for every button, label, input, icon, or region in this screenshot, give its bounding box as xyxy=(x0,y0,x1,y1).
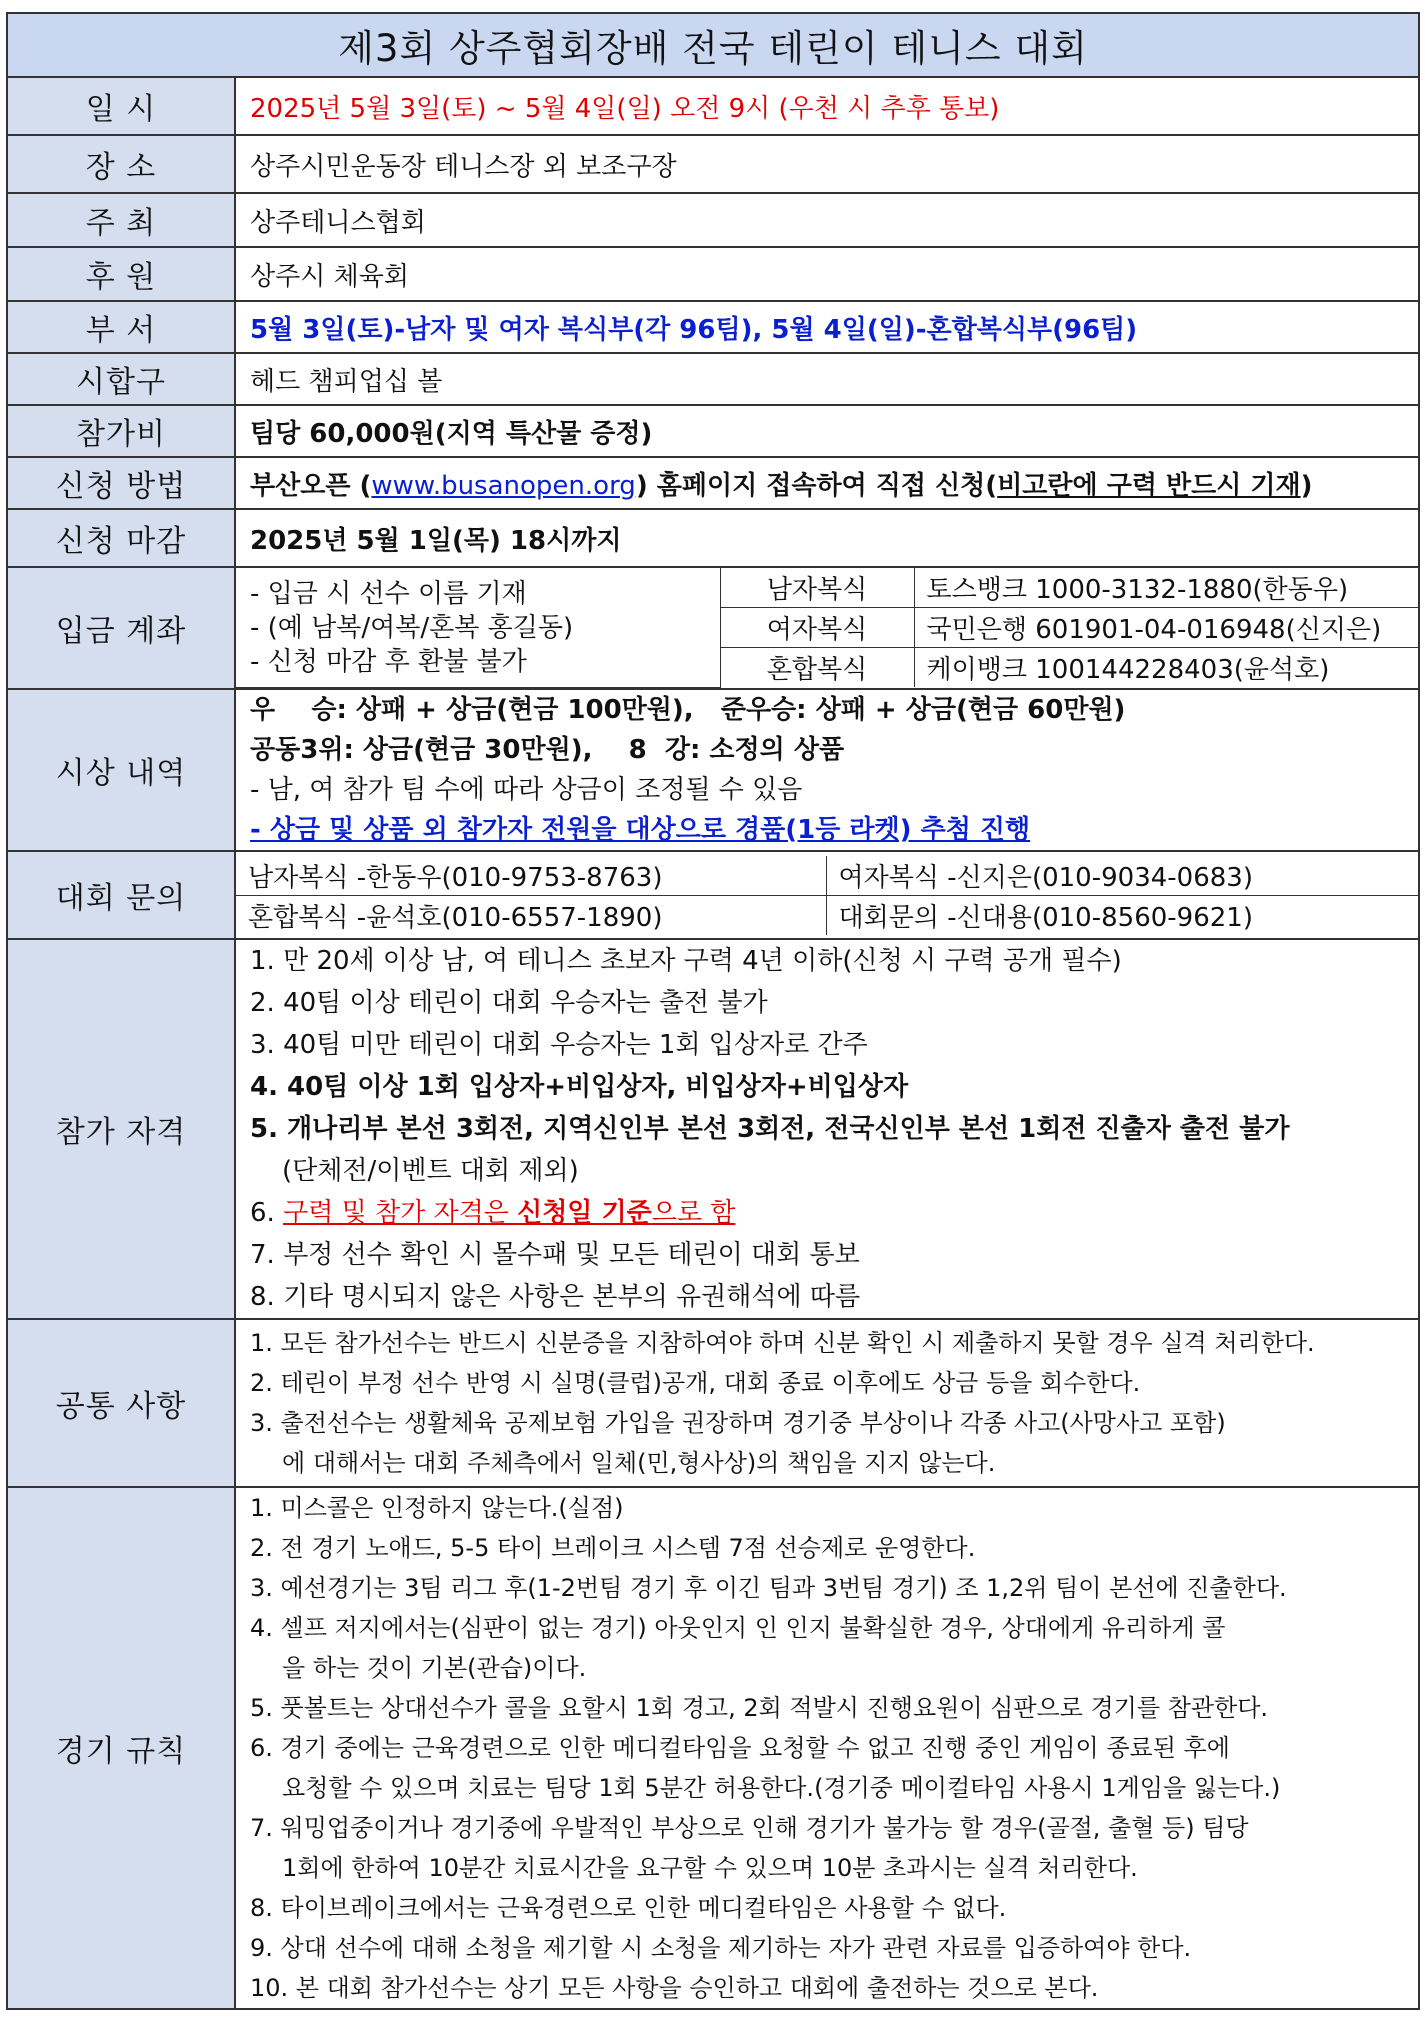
eligibility-item-1: 1. 만 20세 이상 남, 여 테니스 초보자 구력 4년 이하(신청 시 구력 공개 필수) xyxy=(250,946,1122,976)
rule-item-8: 8. 타이브레이크에서는 근육경련으로 인한 메디컬타임은 사용할 수 없다. xyxy=(250,1894,1007,1922)
account-type-women: 여자복식 xyxy=(720,608,914,648)
division-value: 5월 3일(토)-남자 및 여자 복식부(각 96팀), 5월 4일(일)-혼합복식부(96팀) xyxy=(235,301,1419,353)
fee-label: 참가비 xyxy=(7,405,235,457)
rule-item-7: 7. 워밍업중이거나 경기중에 우발적인 부상으로 인해 경기가 불가능 할 경우(골절, 출혈 등) 팀당 xyxy=(250,1814,1249,1842)
prize-line-3: - 남, 여 참가 팀 수에 따라 상금이 조정될 수 있음 xyxy=(250,775,803,805)
account-type-men: 남자복식 xyxy=(720,568,914,608)
date-value: 2025년 5월 3일(토) ~ 5월 4일(일) 오전 9시 (우천 시 추후 통보) xyxy=(235,77,1419,135)
rule-item-4-cont: 을 하는 것이 기본(관습)이다. xyxy=(282,1654,587,1682)
ball-value: 헤드 챔피업십 볼 xyxy=(235,353,1419,405)
apply-suffix: ) xyxy=(1300,470,1313,501)
contact-mixed: 혼합복식 -윤석호(010-6557-1890) xyxy=(236,895,826,935)
rules-label: 경기 규칙 xyxy=(7,1487,235,2009)
apply-note: 비고란에 구력 반드시 기재 xyxy=(997,470,1301,501)
account-note-3: - 신청 마감 후 환불 불가 xyxy=(250,646,527,677)
rule-item-6: 6. 경기 중에는 근육경련으로 인한 메디컬타임을 요청할 수 없고 진행 중인 게임이 종료된 후에 xyxy=(250,1734,1230,1762)
fee-value: 팀당 60,000원(지역 특산물 증정) xyxy=(235,405,1419,457)
contact-men: 남자복식 -한동우(010-9753-8763) xyxy=(236,856,826,896)
common-label: 공통 사항 xyxy=(7,1319,235,1487)
rule-item-9: 9. 상대 선수에 대해 소청을 제기할 시 소청을 제기하는 자가 관련 자료를 입증하여야 한다. xyxy=(250,1934,1192,1962)
common-item-3-cont: 에 대해서는 대회 주체측에서 일체(민,형사상)의 책임을 지지 않는다. xyxy=(282,1449,996,1477)
contact-table xyxy=(236,856,1418,935)
account-label: 입금 계좌 xyxy=(7,567,235,689)
rule-item-10: 10. 본 대회 참가선수는 상기 모든 사항을 승인하고 대회에 출전하는 것으로 본다. xyxy=(250,1974,1099,2002)
eligibility-item-6-b: 신청일 기준 xyxy=(517,1198,652,1228)
eligibility-item-6-a: 구력 및 참가 자격은 xyxy=(283,1198,518,1228)
account-bank-women: 국민은행 601901-04-016948(신지은) xyxy=(914,608,1418,648)
eligibility-item-3: 3. 40팀 미만 테린이 대회 우승자는 1회 입상자로 간주 xyxy=(250,1030,868,1060)
eligibility-item-6-num: 6. xyxy=(250,1198,284,1228)
account-type-mixed: 혼합복식 xyxy=(720,648,914,688)
document-title: 제3회 상주협회장배 전국 테린이 테니스 대회 xyxy=(7,13,1419,77)
account-notes xyxy=(236,568,720,687)
rule-item-2: 2. 전 경기 노애드, 5-5 타이 브레이크 시스템 7점 선승제로 운영한다. xyxy=(250,1534,976,1562)
eligibility-value xyxy=(235,939,1419,1319)
ball-label: 시합구 xyxy=(7,353,235,405)
deadline-label: 신청 마감 xyxy=(7,509,235,567)
common-value xyxy=(235,1319,1419,1487)
account-cell xyxy=(235,567,1419,689)
contact-office: 대회문의 -신대용(010-8560-9621) xyxy=(826,895,1418,935)
rule-item-4: 4. 셀프 저지에서는(심판이 없는 경기) 아웃인지 인 인지 불확실한 경우, 상대에게 유리하게 콜 xyxy=(250,1614,1226,1642)
prize-line-4: - 상금 및 상품 외 참가자 전원을 대상으로 경품(1등 라켓) 추첨 진행 xyxy=(250,815,1031,845)
eligibility-item-4: 4. 40팀 이상 1회 입상자+비입상자, 비입상자+비입상자 xyxy=(250,1072,909,1102)
eligibility-item-6 xyxy=(250,1192,1404,1234)
rule-item-3: 3. 예선경기는 3팀 리그 후(1-2번팀 경기 후 이긴 팀과 3번팀 경기) 조 1,2위 팀이 본선에 진출한다. xyxy=(250,1574,1287,1602)
contact-women: 여자복식 -신지은(010-9034-0683) xyxy=(826,856,1418,896)
date-label: 일 시 xyxy=(7,77,235,135)
division-label: 부 서 xyxy=(7,301,235,353)
venue-label: 장 소 xyxy=(7,135,235,193)
notice-table xyxy=(6,12,1420,2010)
prize-line-2: 공동3위: 상금(현금 30만원), 8 강: 소정의 상품 xyxy=(250,735,845,765)
eligibility-item-6-c: 으로 함 xyxy=(651,1198,736,1228)
rule-item-5: 5. 풋볼트는 상대선수가 콜을 요할시 1회 경고, 2회 적발시 진행요원이 심판으로 경기를 참관한다. xyxy=(250,1694,1269,1722)
rules-value xyxy=(235,1487,1419,2009)
common-item-2: 2. 테린이 부정 선수 반영 시 실명(클럽)공개, 대회 종료 이후에도 상금 등을 회수한다. xyxy=(250,1369,1141,1397)
host-value: 상주테니스협회 xyxy=(235,193,1419,247)
apply-label: 신청 방법 xyxy=(7,457,235,509)
apply-value xyxy=(235,457,1419,509)
common-item-1: 1. 모든 참가선수는 반드시 신분증을 지참하여야 하며 신분 확인 시 제출하지 못할 경우 실격 처리한다. xyxy=(250,1329,1315,1357)
eligibility-label: 참가 자격 xyxy=(7,939,235,1319)
host-label: 주 최 xyxy=(7,193,235,247)
rule-item-6-cont: 요청할 수 있으며 치료는 팀당 1회 5분간 허용한다.(경기중 메이컬타임 사용시 1게임을 잃는다.) xyxy=(282,1774,1281,1802)
contact-cell xyxy=(235,851,1419,939)
contact-label: 대회 문의 xyxy=(7,851,235,939)
eligibility-item-7: 7. 부정 선수 확인 시 몰수패 및 모든 테린이 대회 통보 xyxy=(250,1240,860,1270)
eligibility-item-8: 8. 기타 명시되지 않은 사항은 본부의 유권해석에 따름 xyxy=(250,1282,861,1312)
prize-line-1: 우 승: 상패 + 상금(현금 100만원), 준우승: 상패 + 상금(현금 60만원) xyxy=(250,695,1126,725)
apply-website-link[interactable]: www.busanopen.org xyxy=(371,470,636,501)
sponsor-value: 상주시 체육회 xyxy=(235,247,1419,301)
prize-label: 시상 내역 xyxy=(7,689,235,851)
venue-value: 상주시민운동장 테니스장 외 보조구장 xyxy=(235,135,1419,193)
apply-prefix: 부산오픈 ( xyxy=(250,470,372,501)
account-note-1: - 입금 시 선수 이름 기재 xyxy=(250,578,527,609)
rule-item-1: 1. 미스콜은 인정하지 않는다.(실점) xyxy=(250,1494,624,1522)
tournament-notice xyxy=(6,12,1418,2010)
rule-item-7-cont: 1회에 한하여 10분간 치료시간을 요구할 수 있으며 10분 초과시는 실격 처리한다. xyxy=(282,1854,1138,1882)
sponsor-label: 후 원 xyxy=(7,247,235,301)
account-bank-mixed: 케이뱅크 100144228403(윤석호) xyxy=(914,648,1418,688)
account-note-2: - (예 남복/여복/혼복 홍길동) xyxy=(250,612,574,643)
eligibility-item-2: 2. 40팀 이상 테린이 대회 우승자는 출전 불가 xyxy=(250,988,768,1018)
deadline-value: 2025년 5월 1일(목) 18시까지 xyxy=(235,509,1419,567)
eligibility-item-5-note: (단체전/이벤트 대회 제외) xyxy=(282,1156,579,1186)
common-item-3: 3. 출전선수는 생활체육 공제보험 가입을 권장하며 경기중 부상이나 각종 사고(사망사고 포함) xyxy=(250,1409,1226,1437)
account-table xyxy=(236,568,1418,688)
prize-value xyxy=(235,689,1419,851)
eligibility-item-5: 5. 개나리부 본선 3회전, 지역신인부 본선 3회전, 전국신인부 본선 1회전 진출자 출전 불가 xyxy=(250,1114,1290,1144)
apply-mid: ) 홈페이지 접속하여 직접 신청( xyxy=(635,470,998,501)
account-bank-men: 토스뱅크 1000-3132-1880(한동우) xyxy=(914,568,1418,608)
